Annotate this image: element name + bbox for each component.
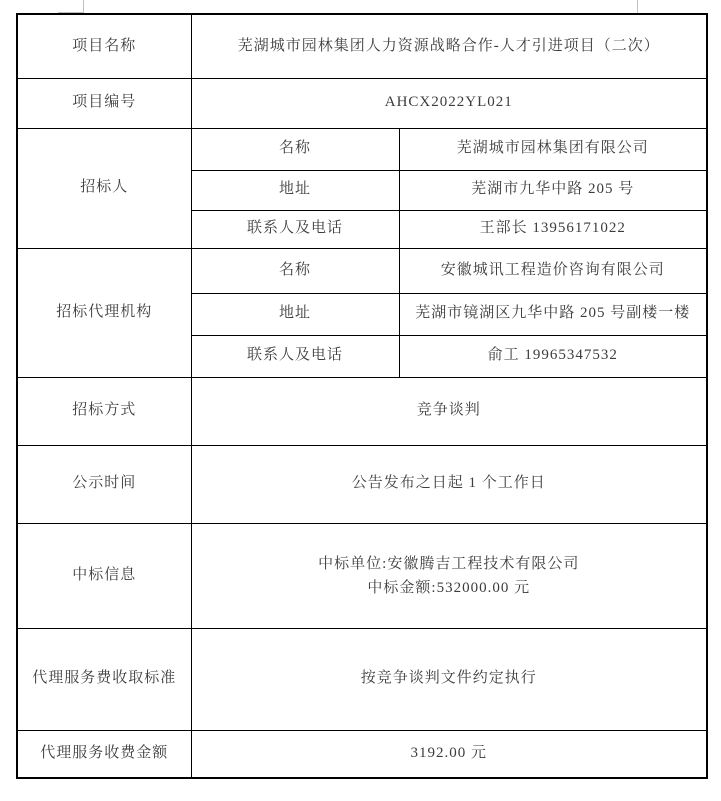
row-agency-fee-standard	[17, 628, 707, 730]
row-agency-name	[17, 248, 707, 293]
row-project-name	[17, 14, 707, 78]
agency-address-value: 芜湖市镜湖区九华中路 205 号副楼一楼	[399, 293, 707, 335]
row-publicity-time	[17, 445, 707, 523]
award-amount-line: 中标金额:532000.00 元	[367, 579, 531, 596]
row-tender-method	[17, 377, 707, 445]
award-winner-line: 中标单位:安徽腾吉工程技术有限公司	[318, 555, 580, 572]
agency-label: 招标代理机构	[17, 248, 191, 377]
agency-name-label: 名称	[191, 248, 399, 293]
row-agency-fee-amount	[17, 730, 707, 778]
agency-fee-standard-label: 代理服务费收取标准	[17, 628, 191, 730]
tenderer-contact-label: 联系人及电话	[191, 210, 399, 248]
ruler-marker-right-vertical	[637, 0, 638, 13]
tender-method-value: 竞争谈判	[191, 377, 707, 445]
agency-contact-value: 俞工 19965347532	[399, 335, 707, 377]
row-project-code	[17, 78, 707, 128]
tenderer-name-value: 芜湖城市园林集团有限公司	[399, 128, 707, 170]
tender-info-table	[16, 13, 708, 779]
tender-method-label: 招标方式	[17, 377, 191, 445]
publicity-time-value: 公告发布之日起 1 个工作日	[191, 445, 707, 523]
award-info-value	[191, 523, 707, 628]
tenderer-address-label: 地址	[191, 170, 399, 210]
tenderer-contact-value: 王部长 13956171022	[399, 210, 707, 248]
row-tenderer-name	[17, 128, 707, 170]
row-award-info	[17, 523, 707, 628]
agency-fee-standard-value: 按竞争谈判文件约定执行	[191, 628, 707, 730]
agency-name-value: 安徽城讯工程造价咨询有限公司	[399, 248, 707, 293]
agency-contact-label: 联系人及电话	[191, 335, 399, 377]
ruler-marker-left-vertical	[83, 0, 84, 12]
project-code-label: 项目编号	[17, 78, 191, 128]
tenderer-address-value: 芜湖市九华中路 205 号	[399, 170, 707, 210]
tenderer-label: 招标人	[17, 128, 191, 248]
agency-fee-amount-value: 3192.00 元	[191, 730, 707, 778]
project-name-value: 芜湖城市园林集团人力资源战略合作-人才引进项目（二次）	[191, 14, 707, 78]
project-code-value: AHCX2022YL021	[191, 78, 707, 128]
publicity-time-label: 公示时间	[17, 445, 191, 523]
tenderer-name-label: 名称	[191, 128, 399, 170]
award-info-label: 中标信息	[17, 523, 191, 628]
project-name-label: 项目名称	[17, 14, 191, 78]
agency-fee-amount-label: 代理服务收费金额	[17, 730, 191, 778]
agency-address-label: 地址	[191, 293, 399, 335]
